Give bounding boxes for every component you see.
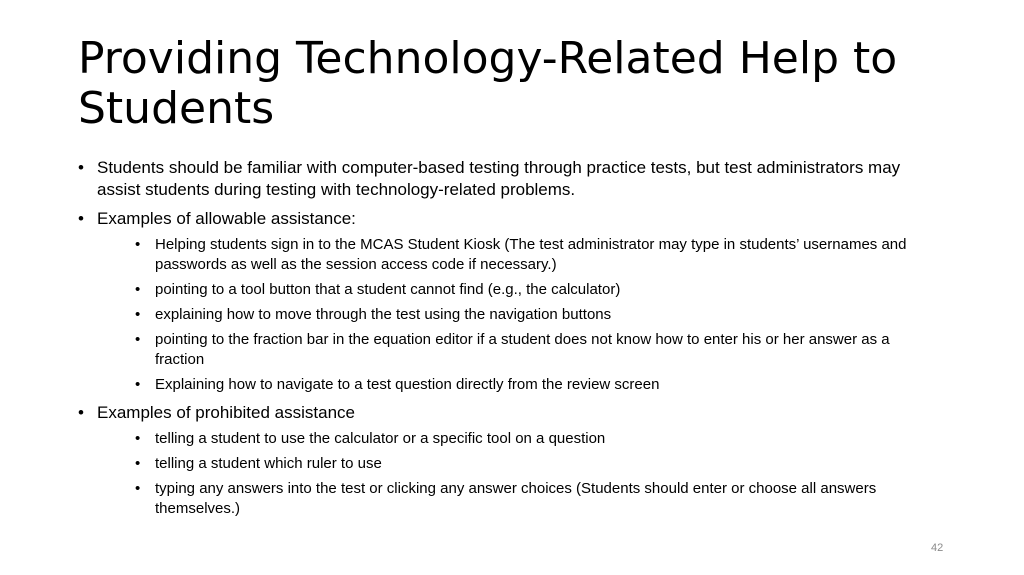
sub-bullet-text: pointing to a tool button that a student cannot find (e.g., the calculator)	[155, 281, 621, 298]
sub-bullet-text: typing any answers into the test or clicking any answer choices (Students should enter or choose all answers themselves.)	[155, 480, 877, 517]
sub-bullet-item	[135, 375, 938, 395]
sub-bullet-text: explaining how to move through the test using the navigation buttons	[155, 306, 612, 323]
bullet-dot-icon: •	[78, 403, 84, 422]
bullet-text: Examples of allowable assistance:	[97, 209, 356, 228]
bullet-list	[78, 157, 938, 519]
sub-bullet-item	[135, 429, 938, 449]
sub-bullet-list	[97, 235, 938, 395]
bullet-dot-icon: •	[78, 158, 84, 177]
bullet-dot-icon: •	[135, 376, 141, 393]
sub-bullet-item	[135, 280, 938, 300]
page-number: 42	[931, 542, 944, 554]
bullet-dot-icon: •	[135, 331, 141, 348]
slide-title: Providing Technology-Related Help to Students	[78, 33, 898, 134]
bullet-item	[78, 157, 938, 201]
bullet-dot-icon: •	[135, 455, 141, 472]
sub-bullet-text: telling a student to use the calculator or a specific tool on a question	[155, 430, 606, 447]
sub-bullet-item	[135, 235, 938, 275]
sub-bullet-text: telling a student which ruler to use	[155, 455, 382, 472]
bullet-dot-icon: •	[135, 306, 141, 323]
sub-bullet-text: pointing to the fraction bar in the equation editor if a student does not know how to enter his or her answer as a fraction	[155, 331, 890, 368]
bullet-dot-icon: •	[135, 430, 141, 447]
sub-bullet-item	[135, 454, 938, 474]
bullet-dot-icon: •	[135, 236, 141, 253]
sub-bullet-text: Helping students sign in to the MCAS Student Kiosk (The test administrator may type in students’ usernames and passwords as well as the session access code if necessary.)	[155, 236, 907, 273]
bullet-dot-icon: •	[135, 480, 141, 497]
slide-body	[78, 157, 938, 526]
sub-bullet-text: Explaining how to navigate to a test question directly from the review screen	[155, 376, 660, 393]
sub-bullet-item	[135, 330, 938, 370]
bullet-dot-icon: •	[135, 281, 141, 298]
sub-bullet-item	[135, 479, 938, 519]
bullet-item	[78, 208, 938, 395]
bullet-item	[78, 402, 938, 519]
sub-bullet-item	[135, 305, 938, 325]
bullet-dot-icon: •	[78, 209, 84, 228]
sub-bullet-list	[97, 429, 938, 519]
bullet-text: Students should be familiar with computer-based testing through practice tests, but test administrators may assist students during testing with technology-related problems.	[97, 158, 901, 199]
bullet-text: Examples of prohibited assistance	[97, 403, 355, 422]
